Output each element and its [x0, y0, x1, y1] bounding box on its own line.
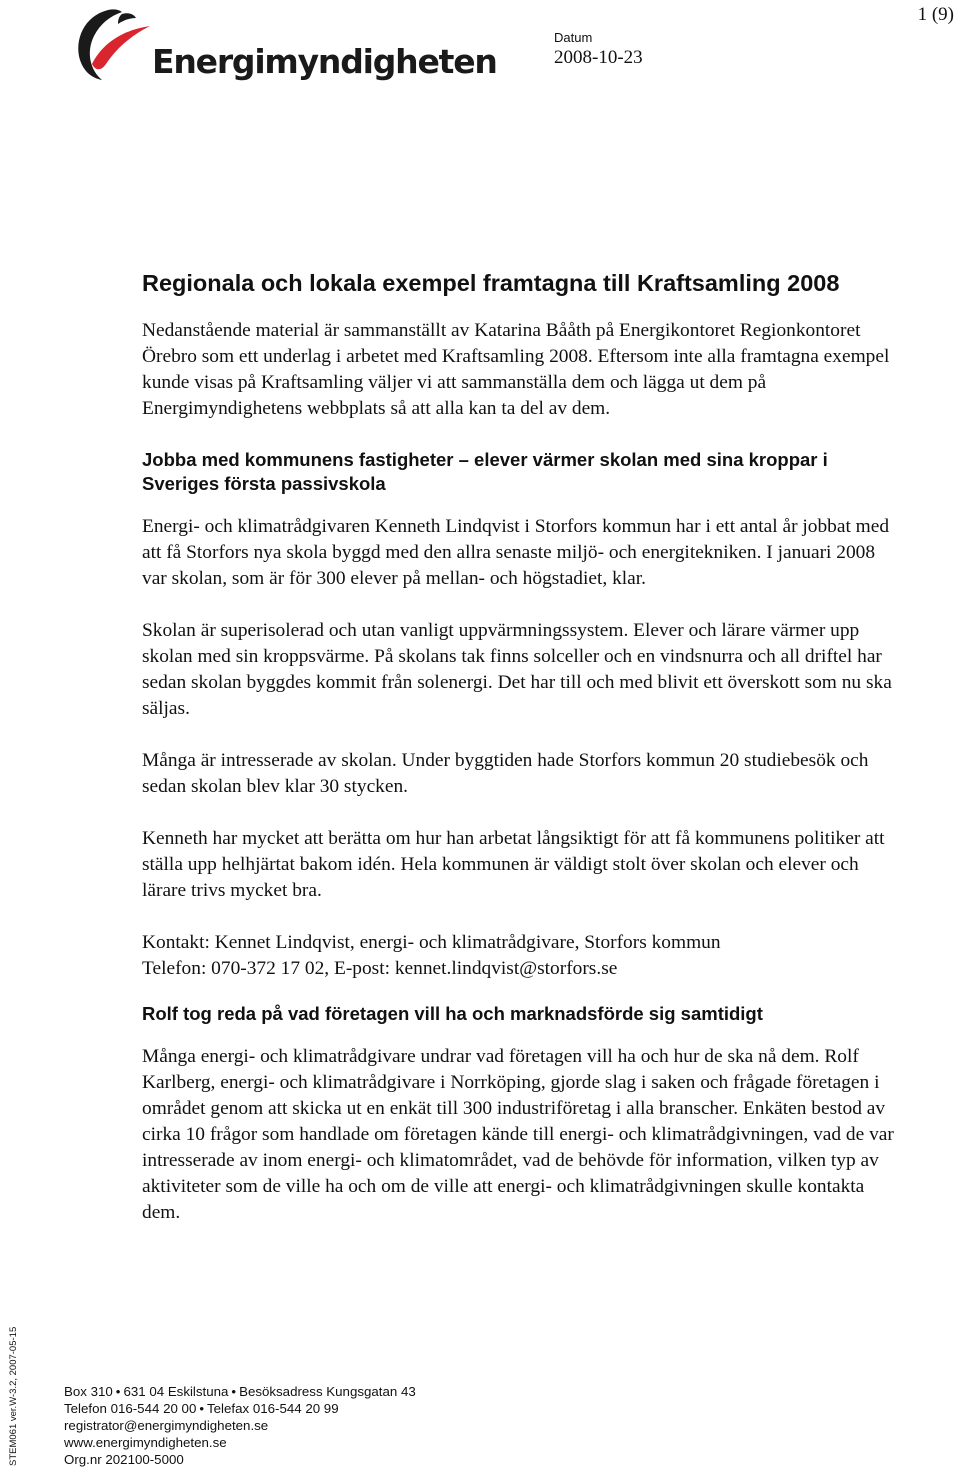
- document-title: Regionala och lokala exempel framtagna till Kraftsamling 2008: [142, 270, 840, 296]
- footer-fax: Telefax 016-544 20 99: [207, 1401, 339, 1416]
- section1-paragraph-1: Energi- och klimatrådgivaren Kenneth Lindqvist i Storfors kommun har i ett antal år jobbat med att få Storfors nya skola byggd med den allra senaste miljö- och energitekniken. I januari 2008 var skolan, som är för 300 elever på mellan- och högstadiet, klar.: [142, 516, 890, 589]
- contact-line-1: Kontakt: Kennet Lindqvist, energi- och klimatrådgivare, Storfors kommun: [142, 932, 721, 953]
- section1-heading: Jobba med kommunens fastigheter – elever värmer skolan med sina kroppar i Sveriges första passivskola: [142, 449, 828, 494]
- logo-wordmark: Energimyndigheten: [152, 42, 497, 81]
- section1-contact: [142, 930, 902, 982]
- intro-paragraph: Nedanstående material är sammanställt av Katarina Bååth på Energikontoret Regionkontoret Örebro som ett underlag i arbetet med Kraftsamling 2008. Eftersom inte alla framtagna exempel kunde visas på Kraftsamling väljer vi att sammanställa dem och lägga ut dem på Energimyndighetens webbplats så att alla kan ta del av dem.: [142, 320, 890, 419]
- bullet-icon: •: [231, 1384, 237, 1399]
- section1-paragraph-3: Många är intresserade av skolan. Under byggtiden hade Storfors kommun 20 studiebesök och sedan skolan blev klar 30 stycken.: [142, 750, 869, 797]
- footer-web: www.energimyndigheten.se: [64, 1435, 227, 1450]
- section2-paragraph-1: Många energi- och klimatrådgivare undrar vad företagen vill ha och hur de ska nå dem. Rolf Karlberg, energi- och klimatrådgivare i Norrköping, gjorde slag i saken och frågade företagen i området genom att skicka ut en enkät till 300 industriföretag i alla branscher. Enkäten bestod av cirka 10 frågor som handlade om företagen kände till energi- och klimatrådgivningen, vad de var intresserade av inom energi- och klimatområdet, vad de behövde för information, vilken typ av aktiviteter som de ville ha och om de ville att energi- och klimatrådgivningen skulle kontakta dem.: [142, 1046, 894, 1223]
- section1-paragraph-2: Skolan är superisolerad och utan vanligt uppvärmningssystem. Elever och lärare värmer upp skolan med sin kroppsvärme. På skolans tak finns solceller och en vindsnurra och all driftel har sedan skolan byggdes kommit från solenergi. Det har till och med blivit ett överskott som nu ska säljas.: [142, 620, 892, 719]
- footer-org-number: Org.nr 202100-5000: [64, 1452, 184, 1467]
- logo-swoosh-icon: [70, 4, 160, 84]
- date-label: Datum: [554, 30, 593, 45]
- section2-heading: Rolf tog reda på vad företagen vill ha och marknadsförde sig samtidigt: [142, 1003, 763, 1024]
- footer-visiting-address: Besöksadress Kungsgatan 43: [239, 1384, 416, 1399]
- footer-email: registrator@energimyndigheten.se: [64, 1418, 269, 1433]
- date-value: 2008-10-23: [554, 47, 643, 68]
- contact-line-2: Telefon: 070-372 17 02, E-post: kennet.lindqvist@storfors.se: [142, 958, 618, 979]
- footer-address: [64, 1383, 416, 1400]
- section1-paragraph-4: Kenneth har mycket att berätta om hur han arbetat långsiktigt för att få kommunens politiker att ställa upp helhjärtat bakom idén. Hela kommunen är väldigt stolt över skolan och elever och lärare trivs mycket bra.: [142, 828, 885, 901]
- page-number: 1 (9): [917, 4, 954, 25]
- footer-box: Box 310: [64, 1384, 113, 1399]
- footer-telephone: Telefon 016-544 20 00: [64, 1401, 197, 1416]
- bullet-icon: •: [115, 1384, 121, 1399]
- form-code: STEM061 ver.W-3.2, 2007-05-15: [8, 1326, 19, 1466]
- bullet-icon: •: [199, 1401, 204, 1416]
- footer: [64, 1383, 416, 1468]
- footer-postal: 631 04 Eskilstuna: [123, 1384, 229, 1399]
- logo: [70, 4, 497, 84]
- footer-phone: [64, 1400, 416, 1417]
- document-body: [142, 268, 902, 1252]
